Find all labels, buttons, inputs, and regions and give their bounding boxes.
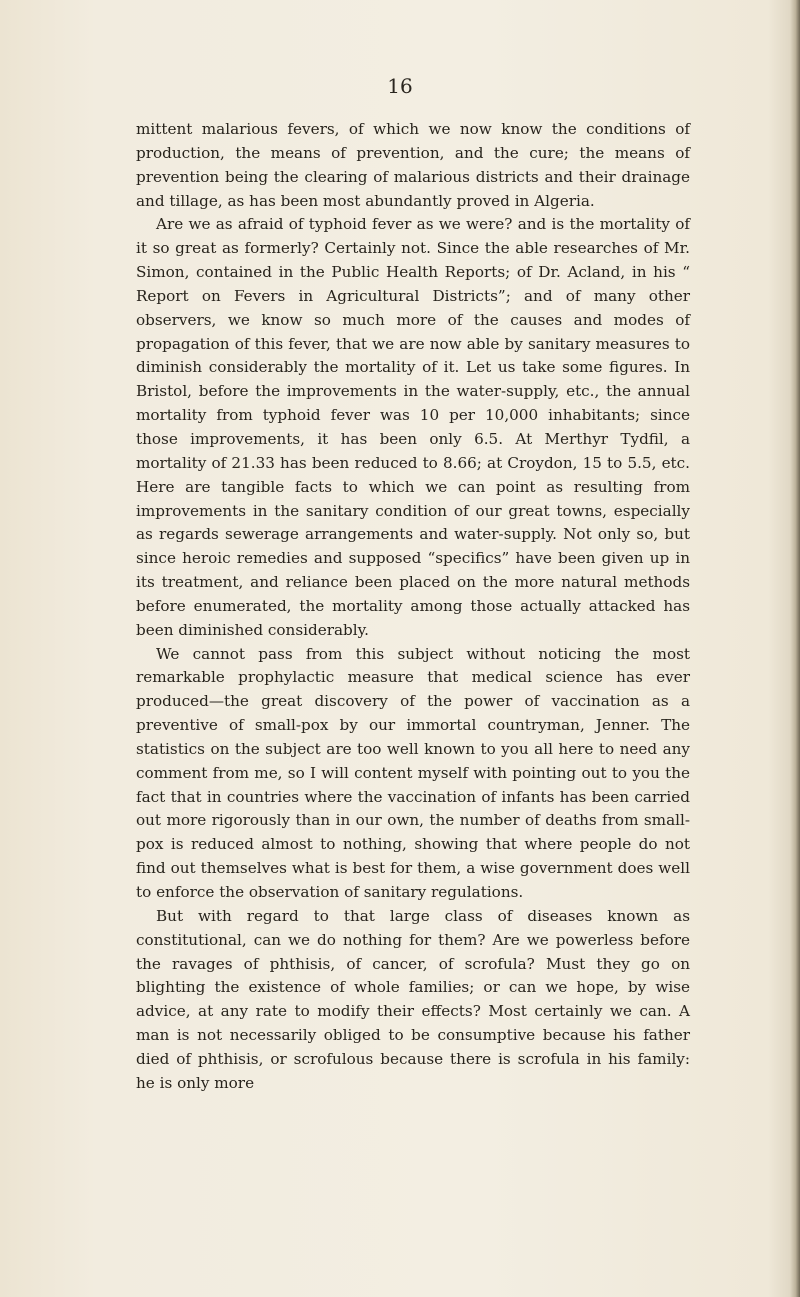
paragraph-continued: mittent malarious fevers, of which we now know the conditions of production, the means of prevention, and the cure; the means of prevention being the clearing of malarious districts and their drainage and tillage, as has been most abundantly proved in Algeria. — [136, 120, 690, 210]
paragraph-typhoid: Are we as afraid of typhoid fever as we were? and is the mortality of it so great as formerly? Certainly not. Since the able researches of Mr. Simon, contained in the Public Health Reports; of Dr. Acland, in his “ Report on Fevers in Agricultural Districts”; and of many other observers, we know so much more of the causes and modes of propagation of this fever, that we are now able by sanitary measures to diminish considerably the mortality of it. Let us take some figures. In Bristol, before the improvements in the water-supply, etc., the annual mortality from typhoid fever was 10 per 10,000 inhabitants; since those improvements, it has been only 6.5. At Merthyr Tydfil, a mortality of 21.33 has been reduced to 8.66; at Croydon, 15 to 5.5, etc. Here are tangible facts to which we can point as resulting from improvements in the sanitary condition of our great towns, especially as regards sewerage arrangements and water-supply. Not only so, but since heroic remedies and supposed “specifics” have been given up in its treatment, and reliance been placed on the more natural methods before enumerated, the mortality among those actually attacked has been diminished considerably. — [136, 215, 690, 639]
paragraph-vaccination: We cannot pass from this subject without noticing the most remarkable prophylactic measure that medical science has ever produced—the great discovery of the power of vaccination as a preventive of small-pox by our immortal countryman, Jenner. The statistics on the subject are too well known to you all here to need any comment from me, so I will content myself with pointing out to you the fact that in countries where the vaccination of infants has been carried out more rigorously than in our own, the number of deaths from small-pox is reduced almost to nothing, showing that where people do not find out themselves what is best for them, a wise government does well to enforce the observation of sanitary regulations. — [136, 644, 690, 901]
paragraph-constitutional: But with regard to that large class of diseases known as constitutional, can we do nothing for them? Are we powerless before the ravages of phthisis, of cancer, of scrofula? Must they go on blighting the existence of whole families; or can we hope, by wise advice, at any rate to modify their effects? Most certainly we can. A man is not necessarily obliged to be consumptive because his father died of phthisis, or scrofulous because there is scrofula in his family: he is only more — [136, 906, 690, 1092]
body-text — [136, 118, 690, 1096]
page-edge-shadow — [790, 0, 800, 1297]
page-number: 16 — [387, 74, 413, 98]
